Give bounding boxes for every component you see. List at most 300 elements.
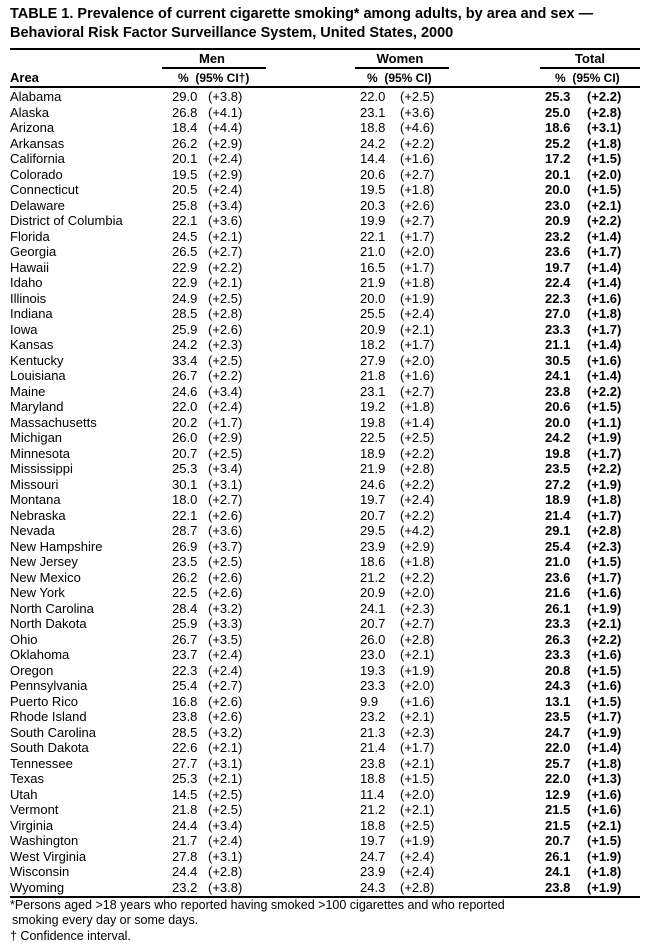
area-cell: Colorado: [10, 166, 63, 182]
men-percent: 23.7: [172, 647, 198, 662]
women-percent: 18.8: [360, 120, 386, 135]
men-percent: 24.6: [172, 383, 198, 399]
total-ci: (+1.7): [587, 709, 622, 724]
women-ci: (+2.7): [400, 383, 435, 399]
total-percent: 22.0: [545, 740, 571, 755]
total-percent: 24.1: [545, 368, 571, 383]
men-percent: 25.3: [172, 771, 198, 786]
men-percent: 21.8: [172, 802, 198, 817]
women-percent: 19.7: [360, 492, 386, 507]
total-percent: 23.8: [545, 879, 571, 895]
women-percent: 23.1: [360, 383, 386, 399]
men-percent: 28.5: [172, 724, 198, 740]
women-percent: 19.2: [360, 399, 386, 414]
area-cell: Montana: [10, 492, 61, 507]
area-cell: Arkansas: [10, 135, 65, 151]
table-title: TABLE 1. Prevalence of current cigarette smoking* among adults, by area and sex — Behavioral Risk Factor Surveillance System, United States, 2000: [10, 6, 594, 41]
table-row: [10, 523, 640, 539]
women-percent: 21.2: [360, 569, 386, 585]
men-ci: (+3.1): [208, 848, 243, 864]
men-ci: (+2.2): [208, 259, 243, 275]
women-ci: (+2.4): [400, 848, 435, 864]
area-cell: Kansas: [10, 337, 54, 352]
men-percent: 25.4: [172, 678, 198, 693]
footnote-persons: [10, 898, 642, 928]
area-cell: District of Columbia: [10, 213, 123, 228]
men-percent: 16.8: [172, 693, 198, 709]
women-ci: (+1.6): [400, 151, 435, 166]
men-percent: 23.8: [172, 709, 198, 724]
women-ci: (+2.7): [400, 616, 435, 631]
men-ci: (+2.6): [208, 507, 243, 523]
total-percent: 23.3: [545, 647, 571, 662]
men-percent: 26.2: [172, 569, 198, 585]
total-ci: (+1.6): [587, 290, 622, 306]
women-ci: (+2.2): [400, 507, 435, 523]
total-percent: 20.8: [545, 662, 571, 678]
total-percent: 22.0: [545, 771, 571, 786]
men-percent: 33.4: [172, 352, 198, 368]
women-percent: 23.1: [360, 104, 386, 120]
total-percent: 20.9: [545, 213, 571, 228]
total-percent: 19.8: [545, 445, 571, 461]
men-percent: 26.2: [172, 135, 198, 151]
women-ci: (+2.2): [400, 135, 435, 151]
table-row: [10, 818, 640, 834]
table-row: [10, 275, 640, 291]
men-percent: 14.5: [172, 786, 198, 802]
table-row: [10, 291, 640, 307]
total-ci: (+2.2): [587, 383, 622, 399]
men-ci: (+2.2): [208, 368, 243, 383]
women-ci: (+1.9): [400, 833, 435, 848]
women-percent: 22.0: [360, 89, 386, 104]
men-percent: 24.4: [172, 817, 198, 833]
table-row: [10, 647, 640, 663]
total-percent: 25.3: [545, 89, 571, 104]
total-ci: (+1.6): [587, 678, 622, 693]
table-row: [10, 477, 640, 493]
area-cell: New Hampshire: [10, 538, 103, 554]
area-cell: Louisiana: [10, 368, 66, 383]
table-row: [10, 678, 640, 694]
men-percent: 26.8: [172, 104, 198, 120]
total-ci: (+2.1): [587, 616, 622, 631]
total-percent: 24.1: [545, 864, 571, 879]
men-percent: 28.7: [172, 523, 198, 538]
total-ci: (+3.1): [587, 120, 622, 135]
footnote-line1: *Persons aged >18 years who reported having smoked >100 cigarettes and who reported: [10, 898, 505, 912]
total-ci: (+1.6): [587, 585, 622, 600]
women-ci: (+2.6): [400, 197, 435, 213]
women-ci: (+2.3): [400, 724, 435, 740]
women-ci: (+1.8): [400, 275, 435, 290]
women-ci: (+2.1): [400, 755, 435, 771]
men-ci: (+2.7): [208, 244, 243, 259]
total-percent: 25.7: [545, 755, 571, 771]
women-ci: (+2.4): [400, 492, 435, 507]
men-percent: 26.7: [172, 368, 198, 383]
total-ci: (+1.9): [587, 430, 622, 445]
table-row: [10, 585, 640, 601]
women-percent: 25.5: [360, 306, 386, 321]
women-percent: 20.3: [360, 197, 386, 213]
total-percent: 23.3: [545, 321, 571, 337]
total-percent: 23.5: [545, 709, 571, 724]
men-ci: (+2.6): [208, 585, 243, 600]
table-row: [10, 492, 640, 508]
men-ci: (+2.9): [208, 135, 243, 151]
table-row: [10, 136, 640, 152]
total-percent: 26.1: [545, 848, 571, 864]
table-row: [10, 213, 640, 229]
women-percent: 9.9: [360, 693, 379, 709]
total-percent: 21.5: [545, 802, 571, 817]
total-ci: (+1.4): [587, 368, 622, 383]
men-ci: (+2.4): [208, 647, 243, 662]
area-cell: Oregon: [10, 662, 54, 678]
men-ci: (+2.5): [208, 445, 243, 461]
men-percent: 24.9: [172, 290, 198, 306]
women-percent: 21.8: [360, 368, 386, 383]
total-percent: 23.0: [545, 197, 571, 213]
men-percent: 18.4: [172, 120, 198, 135]
women-ci: (+3.6): [400, 104, 435, 120]
men-percent: 26.9: [172, 538, 198, 554]
total-percent: 20.7: [545, 833, 571, 848]
area-cell: Connecticut: [10, 182, 79, 197]
men-percent: 25.9: [172, 321, 198, 337]
total-ci: (+2.1): [587, 197, 622, 213]
total-percent: 23.5: [545, 461, 571, 476]
women-ci: (+2.5): [400, 430, 435, 445]
table-row: [10, 616, 640, 632]
men-ci: (+3.1): [208, 755, 243, 771]
total-ci: (+1.6): [587, 786, 622, 802]
men-percent: 27.7: [172, 755, 198, 771]
women-percent: 24.6: [360, 476, 386, 492]
total-ci: (+1.7): [587, 244, 622, 259]
total-percent: 26.1: [545, 600, 571, 616]
women-percent: 27.9: [360, 352, 386, 368]
men-ci: (+4.4): [208, 120, 243, 135]
area-cell: South Dakota: [10, 740, 89, 755]
total-ci: (+1.4): [587, 228, 622, 244]
men-percent: 19.5: [172, 166, 198, 182]
area-cell: Utah: [10, 786, 38, 802]
table-row: [10, 554, 640, 570]
area-cell: North Dakota: [10, 616, 87, 631]
total-percent: 20.0: [545, 182, 571, 197]
women-ci: (+1.9): [400, 662, 435, 678]
area-cell: New York: [10, 585, 65, 600]
total-percent: 26.3: [545, 631, 571, 647]
men-percent: 25.9: [172, 616, 198, 631]
total-percent: 23.6: [545, 569, 571, 585]
women-percent: 23.0: [360, 647, 386, 662]
total-ci: (+2.8): [587, 104, 622, 120]
area-cell: Iowa: [10, 321, 38, 337]
women-percent: 21.3: [360, 724, 386, 740]
women-percent: 18.2: [360, 337, 386, 352]
total-ci: (+1.5): [587, 554, 622, 569]
total-ci: (+1.8): [587, 135, 622, 151]
table-row: [10, 430, 640, 446]
table-row: [10, 198, 640, 214]
total-percent: 18.9: [545, 492, 571, 507]
men-percent: 25.3: [172, 461, 198, 476]
total-percent: 24.7: [545, 724, 571, 740]
area-cell: Wisconsin: [10, 864, 70, 879]
table-row: [10, 601, 640, 617]
total-percent: 22.3: [545, 290, 571, 306]
table-row: [10, 89, 640, 105]
men-percent: 22.9: [172, 259, 198, 275]
total-ci: (+1.7): [587, 321, 622, 337]
total-ci: (+2.3): [587, 538, 622, 554]
table-row: [10, 833, 640, 849]
men-ci: (+3.8): [208, 879, 243, 895]
total-ci: (+1.5): [587, 833, 622, 848]
total-ci: (+1.5): [587, 399, 622, 414]
area-cell: Tennessee: [10, 755, 73, 771]
total-percent: 25.2: [545, 135, 571, 151]
table-row: [10, 864, 640, 880]
area-cell: Illinois: [10, 290, 47, 306]
men-ci: (+4.1): [208, 104, 243, 120]
footnote-ci: † Confidence interval.: [10, 929, 131, 943]
women-ci: (+4.2): [400, 523, 435, 538]
women-ci: (+1.6): [400, 368, 435, 383]
table-row: [10, 229, 640, 245]
total-underline: [540, 67, 640, 69]
men-ci: (+3.6): [208, 213, 243, 228]
women-percent: 21.9: [360, 461, 386, 476]
total-ci: (+1.9): [587, 879, 622, 895]
total-percent: 23.8: [545, 383, 571, 399]
men-ci: (+3.1): [208, 476, 243, 492]
men-ci: (+2.3): [208, 337, 243, 352]
men-percent: 22.1: [172, 213, 198, 228]
women-percent: 24.3: [360, 879, 386, 895]
women-ci: (+2.7): [400, 166, 435, 182]
table-row: [10, 399, 640, 415]
men-percent: 29.0: [172, 89, 198, 104]
area-cell: Rhode Island: [10, 709, 87, 724]
men-ci: (+2.9): [208, 166, 243, 182]
table-row: [10, 740, 640, 756]
women-ci: (+2.2): [400, 445, 435, 461]
women-ci: (+1.4): [400, 414, 435, 430]
women-ci: (+2.1): [400, 647, 435, 662]
area-cell: Michigan: [10, 430, 63, 445]
women-percent: 14.4: [360, 151, 386, 166]
men-percent: 22.9: [172, 275, 198, 290]
area-cell: Oklahoma: [10, 647, 70, 662]
men-ci: (+3.2): [208, 724, 243, 740]
men-ci: (+2.5): [208, 802, 243, 817]
total-percent: 22.4: [545, 275, 571, 290]
men-ci: (+2.4): [208, 833, 243, 848]
total-ci: (+1.9): [587, 724, 622, 740]
men-ci: (+2.1): [208, 275, 243, 290]
men-ci: (+3.8): [208, 89, 243, 104]
total-ci: (+2.2): [587, 631, 622, 647]
footnote-line2: smoking every day or some days.: [12, 913, 199, 927]
men-percent: 24.2: [172, 337, 198, 352]
table-row: [10, 849, 640, 865]
men-percent: 24.5: [172, 228, 198, 244]
table-row: [10, 244, 640, 260]
women-percent: 21.2: [360, 802, 386, 817]
men-percent: 20.5: [172, 182, 198, 197]
women-percent: 23.8: [360, 755, 386, 771]
area-cell: Alaska: [10, 104, 50, 120]
total-percent: 27.0: [545, 306, 571, 321]
men-percent: 23.2: [172, 879, 198, 895]
women-ci: (+1.9): [400, 290, 435, 306]
women-ci: (+2.0): [400, 244, 435, 259]
total-percent: 24.2: [545, 430, 571, 445]
area-cell: New Jersey: [10, 554, 78, 569]
women-percent: 23.2: [360, 709, 386, 724]
area-cell: Washington: [10, 833, 79, 848]
men-ci: (+2.4): [208, 151, 243, 166]
women-percent: 19.5: [360, 182, 386, 197]
women-percent: 20.6: [360, 166, 386, 182]
women-percent: 18.8: [360, 817, 386, 833]
total-ci: (+2.2): [587, 461, 622, 476]
total-percent: 18.6: [545, 120, 571, 135]
total-ci: (+1.9): [587, 476, 622, 492]
women-ci: (+1.7): [400, 259, 435, 275]
total-percent: 21.0: [545, 554, 571, 569]
women-ci: (+2.0): [400, 786, 435, 802]
area-cell: Missouri: [10, 476, 59, 492]
total-ci: (+2.1): [587, 817, 622, 833]
table-row: [10, 105, 640, 121]
women-ci: (+2.1): [400, 321, 435, 337]
women-percent: 11.4: [360, 786, 385, 802]
women-percent: 20.7: [360, 507, 386, 523]
men-percent: 26.0: [172, 430, 198, 445]
total-percent: 25.0: [545, 104, 571, 120]
men-percent: 22.1: [172, 507, 198, 523]
women-ci: (+1.6): [400, 693, 435, 709]
men-ci: (+2.5): [208, 290, 243, 306]
men-ci: (+2.5): [208, 786, 243, 802]
area-cell: California: [10, 151, 65, 166]
women-underline: [355, 67, 449, 69]
area-cell: Indiana: [10, 306, 53, 321]
area-cell: Georgia: [10, 244, 57, 259]
total-percent: 20.1: [545, 166, 571, 182]
table-row: [10, 151, 640, 167]
table-row: [10, 880, 640, 896]
table-row: [10, 508, 640, 524]
total-header: Total: [574, 51, 606, 66]
men-percent: 22.0: [172, 399, 198, 414]
women-percent: 22.5: [360, 430, 386, 445]
women-percent: 19.8: [360, 414, 386, 430]
table-row: [10, 322, 640, 338]
total-percent: 23.2: [545, 228, 571, 244]
women-header: Women: [376, 51, 424, 66]
total-ci: (+1.5): [587, 151, 622, 166]
total-ci: (+2.0): [587, 166, 622, 182]
total-percent: 21.1: [545, 337, 571, 352]
top-rule: [10, 48, 640, 50]
area-cell: Vermont: [10, 802, 59, 817]
area-cell: Idaho: [10, 275, 43, 290]
women-ci: (+1.7): [400, 740, 435, 755]
women-percent: 18.8: [360, 771, 386, 786]
area-cell: Mississippi: [10, 461, 73, 476]
total-ci: (+1.7): [587, 569, 622, 585]
total-percent: 20.0: [545, 414, 571, 430]
area-cell: Nevada: [10, 523, 55, 538]
women-percent: 24.1: [360, 600, 386, 616]
men-percent: 28.4: [172, 600, 198, 616]
women-percent: 19.7: [360, 833, 386, 848]
total-percent: 17.2: [545, 151, 571, 166]
men-ci: (+3.3): [208, 616, 243, 631]
men-ci: (+2.5): [208, 352, 243, 368]
women-percent: 24.7: [360, 848, 386, 864]
women-percent: 19.3: [360, 662, 386, 678]
area-cell: Wyoming: [10, 879, 65, 895]
total-percent: 25.4: [545, 538, 571, 554]
table-row: [10, 384, 640, 400]
total-ci: (+1.1): [587, 414, 622, 430]
women-percent: 18.9: [360, 445, 386, 461]
table-row: [10, 353, 640, 369]
men-ci: (+3.5): [208, 631, 243, 647]
women-ci: (+2.7): [400, 213, 435, 228]
total-ci: (+1.4): [587, 337, 622, 352]
men-ci: (+2.5): [208, 554, 243, 569]
men-ci: (+2.9): [208, 430, 243, 445]
women-ci: (+2.8): [400, 631, 435, 647]
men-percent: 22.5: [172, 585, 198, 600]
total-ci: (+2.2): [587, 213, 622, 228]
total-ci: (+1.7): [587, 445, 622, 461]
women-percent: 21.9: [360, 275, 386, 290]
table-row: [10, 120, 640, 136]
women-percent: 20.0: [360, 290, 386, 306]
men-percent: 22.3: [172, 662, 198, 678]
women-percent: 26.0: [360, 631, 386, 647]
women-ci: (+2.5): [400, 817, 435, 833]
women-ci: (+2.0): [400, 352, 435, 368]
total-percent: 19.7: [545, 259, 571, 275]
table-row: [10, 415, 640, 431]
women-percent: 29.5: [360, 523, 386, 538]
women-ci: (+2.2): [400, 476, 435, 492]
total-percent: 29.1: [545, 523, 571, 538]
area-cell: Delaware: [10, 197, 65, 213]
total-percent: 27.2: [545, 476, 571, 492]
total-percent: 21.6: [545, 585, 571, 600]
total-ci: (+1.7): [587, 507, 622, 523]
men-ci: (+2.1): [208, 740, 243, 755]
women-ci: (+1.7): [400, 337, 435, 352]
table-row: [10, 260, 640, 276]
total-ci: (+1.9): [587, 600, 622, 616]
table-row: [10, 709, 640, 725]
men-percent: 21.7: [172, 833, 198, 848]
area-column-header: Area: [10, 70, 39, 85]
